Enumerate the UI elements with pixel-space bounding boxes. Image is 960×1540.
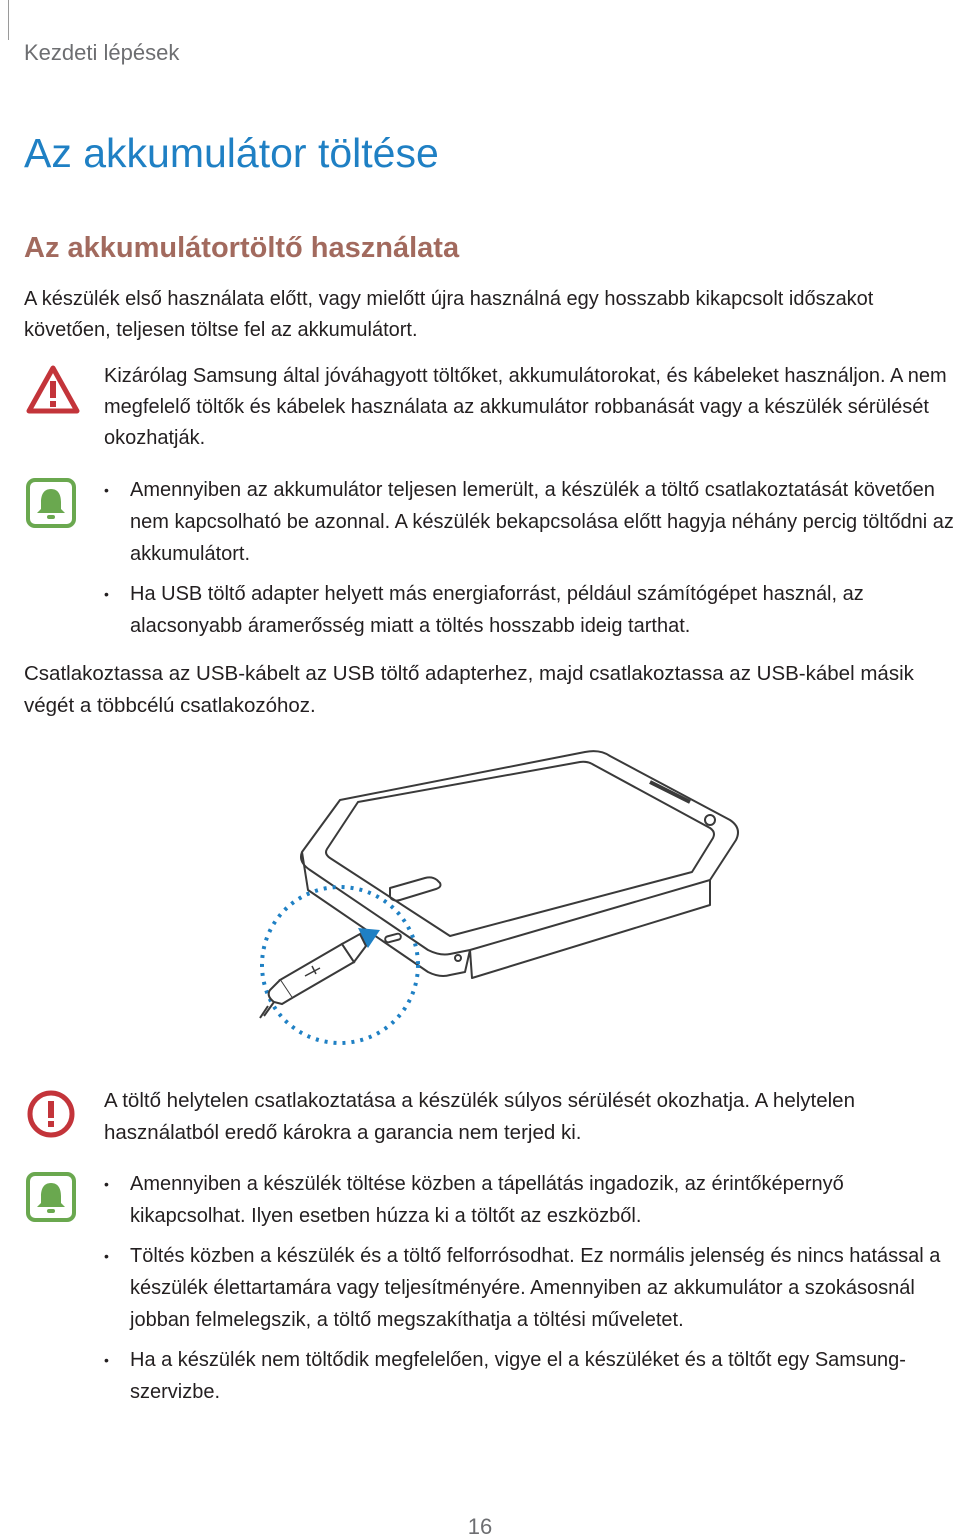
page-title: Az akkumulátor töltése bbox=[24, 130, 439, 176]
warning-text-1: Kizárólag Samsung által jóváhagyott töltőket, akkumulátorokat, és kábeleket használjon. A nem megfelelő töltők és kábelek használata az akkumulátor robbanását vagy a készülék sérülését okozhatják. bbox=[104, 365, 947, 449]
list-item: • Amennyiben a készülék töltése közben a tápellátás ingadozik, az érintőképernyő kikapcsolhat. Ilyen esetben húzza ki a töltőt az eszközből. bbox=[104, 1168, 960, 1232]
bell-note-icon bbox=[26, 1172, 76, 1222]
bell-note-icon bbox=[26, 478, 76, 528]
warning-circle-icon bbox=[26, 1089, 76, 1139]
note-list-1 bbox=[104, 474, 960, 650]
section-header: Kezdeti lépések bbox=[24, 40, 180, 65]
note-list-2 bbox=[104, 1168, 960, 1416]
page-number: 16 bbox=[467, 1514, 493, 1539]
intro-paragraph: A készülék első használata előtt, vagy mielőtt újra használná egy hosszabb kikapcsolt időszakot követően, teljesen töltse fel az akkumulátort. bbox=[24, 288, 874, 341]
warning-triangle-icon bbox=[26, 365, 80, 415]
margin-line bbox=[8, 0, 9, 40]
usb-plug-drawing bbox=[260, 934, 366, 1018]
list-item: • Töltés közben a készülék és a töltő felforrósodhat. Ez normális jelenség és nincs hatással a készülék élettartamára vagy teljesítményére. Amennyiben az akkumulátor a szokásosnál jobban felmelegszik, a töltő megszakíthatja a töltési műveletet. bbox=[104, 1240, 960, 1336]
charging-illustration bbox=[250, 740, 750, 1070]
warning-text-2: A töltő helytelen csatlakoztatása a készülék súlyos sérülését okozhatja. A helytelen használatból eredő károkra a garancia nem terjed ki. bbox=[104, 1089, 855, 1144]
instruction-paragraph: Csatlakoztassa az USB-kábelt az USB töltő adapterhez, majd csatlakoztassa az USB-kábel másik végét a többcélú csatlakozóhoz. bbox=[24, 662, 914, 717]
list-item: • Ha USB töltő adapter helyett más energiaforrást, például számítógépet használ, az alacsonyabb áramerősség miatt a töltés hosszabb ideig tarthat. bbox=[104, 578, 960, 642]
list-item: • Amennyiben az akkumulátor teljesen lemerült, a készülék a töltő csatlakoztatását követően nem kapcsolható be azonnal. A készülék bekapcsolása előtt hagyja néhány percig töltődni az akkumulátort. bbox=[104, 474, 960, 570]
section-subtitle: Az akkumulátortöltő használata bbox=[24, 232, 460, 264]
list-item: • Ha a készülék nem töltődik megfelelően, vigye el a készüléket és a töltőt egy Samsung-szervizbe. bbox=[104, 1344, 960, 1408]
